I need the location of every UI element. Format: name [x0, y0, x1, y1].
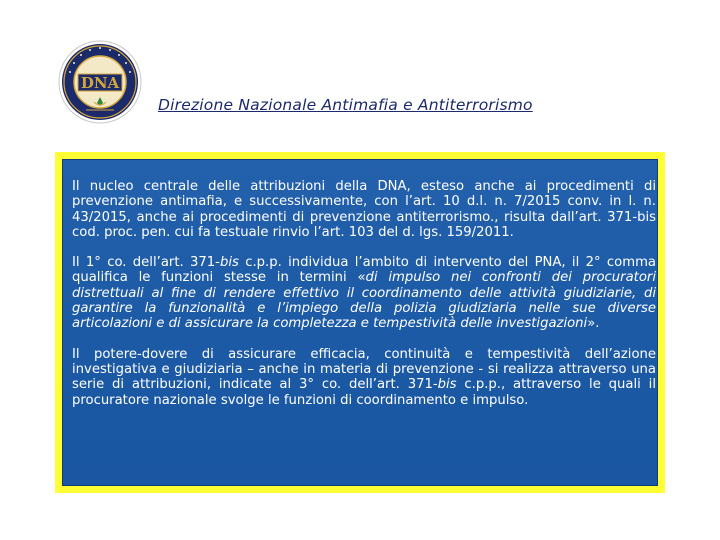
paragraph-2 [72, 255, 656, 331]
paragraph-3-text: Il potere-dovere di assicurare efficacia, continuità e tempestività dell’azione investigativa e giudiziaria – anche in materia di prevenzione - si realizza attraverso una serie di attribuzioni, indicate al 3° co. dell’art. 371- [72, 346, 656, 393]
paragraph-2-text: ». [587, 316, 600, 332]
paragraph-2-text: c.p.p. individua l’ambito di intervento del PNA, il 2° comma qualifica le funzioni stesse in termini « [72, 255, 656, 286]
paragraph-1: Il nucleo centrale delle attribuzioni della DNA, esteso anche ai procedimenti di prevenzione antimafia, e successivamente, con l’art. 10 d.l. n. 7/2015 conv. in l. n. 43/2015, anche ai procedimenti di prevenzione antiterrorismo., risulta dall’art. 371-bis cod. proc. pen. cui fa testuale rinvio l’art. 103 del d. lgs. 159/2011. [72, 179, 656, 240]
logo-text: DNA [80, 74, 120, 92]
dna-seal-icon [58, 40, 142, 124]
content-text [72, 179, 656, 408]
paragraph-3-bis: bis [437, 377, 457, 393]
content-box [55, 152, 665, 493]
paragraph-2-text: Il 1° co. dell’art. 371- [72, 255, 220, 271]
paragraph-2-bis: bis [219, 255, 239, 271]
paragraph-3 [72, 347, 656, 408]
paragraph-3-text: c.p.p., attraverso le quali il procuratore nazionale svolge le funzioni di coordinamento e impulso. [72, 377, 656, 408]
paragraph-2-quote: di impulso nei confronti dei procuratori distrettuali al fine di rendere effettivo il coordinamento delle attività giudiziarie, di garantire la funzionalità e l’impiego della polizia giudiziaria nelle sue diverse articolazioni e di assicurare la completezza e tempestività delle investigazioni [72, 270, 656, 332]
dna-logo [58, 40, 142, 124]
page-title: Direzione Nazionale Antimafia e Antiterrorismo [158, 96, 533, 114]
